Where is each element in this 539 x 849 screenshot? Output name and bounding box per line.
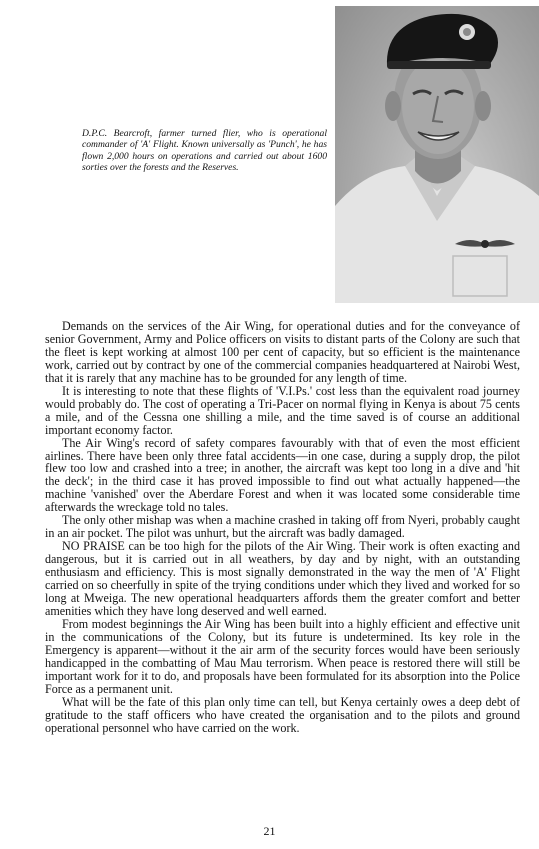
page-number: 21 (263, 824, 276, 838)
paragraph: From modest beginnings the Air Wing has been built into a highly efficient and effective unit in the communications of the Colony, but its future is undetermined. Its key role in the Emergency is apparent—without it the air arm of the security forces would have been seriously handicapped in the combatting of Mau Mau terrorism. When peace is restored there will still be important work for it to do, and proposals have been formulated for its absorption into the Police Force as a permanent unit. (45, 616, 520, 696)
portrait-photo (335, 6, 539, 303)
photo-caption: D.P.C. Bearcroft, farmer turned flier, who is operational commander of 'A' Flight. Known universally as 'Punch', he has flown 2,000 hours on operations and carried out about 1600 sorties over the forests and the Reserves. (82, 128, 327, 174)
paragraph: The only other mishap was when a machine crashed in taking off from Nyeri, probably caught in an air pocket. The pilot was unhurt, but the aircraft was badly damaged. (45, 513, 520, 541)
paragraph: What will be the fate of this plan only time can tell, but Kenya certainly owes a deep debt of gratitude to the staff officers who have created the organisation and to the pilots and ground operational personnel who have carried on the work. (45, 694, 520, 735)
paragraph: Demands on the services of the Air Wing, for operational duties and for the conveyance of senior Government, Army and Police officers on visits to distant parts of the Colony are such that the fleet is kept working at almost 100 per cent of capacity, but so efficient is the maintenance work, carried out by contract by one of the commercial companies headquartered at Nairobi West, that it is rarely that any machine has to be grounded for any length of time. (45, 319, 520, 385)
paragraph: The Air Wing's record of safety compares favourably with that of even the most efficient airlines. There have been only three fatal accidents—in one case, during a supply drop, the pilot flew too low and crashed into a tree; in another, the aircraft was kept too long in a dive and 'hit the deck'; in the third case it has proved impossible to find out what actually happened—the machine 'vanished' over the Aberdare Forest and when it was located some considerable time afterwards the wreckage told no tales. (45, 435, 520, 515)
paragraph: It is interesting to note that these flights of 'V.I.Ps.' cost less than the equivalent road journey would probably do. The cost of operating a Tri-Pacer on normal flying in Kenya is about 75 cents a mile, and of the Cessna one shilling a mile, and the time saved is of course an additional important economy factor. (45, 383, 520, 437)
portrait-illustration (335, 6, 539, 303)
paragraph: NO PRAISE can be too high for the pilots of the Air Wing. Their work is often exacting and dangerous, but it is carried out in all weathers, by day and by night, with an outstanding enthusiasm and efficiency. This is most signally demonstrated in the way the men of 'A' Flight carried on so cheerfully in spite of the trying conditions under which they lived and worked for so long at Mweiga. The new operational headquarters affords them the greater comfort and better amenities which they have long deserved and well earned. (45, 539, 520, 618)
article-body (45, 320, 520, 735)
